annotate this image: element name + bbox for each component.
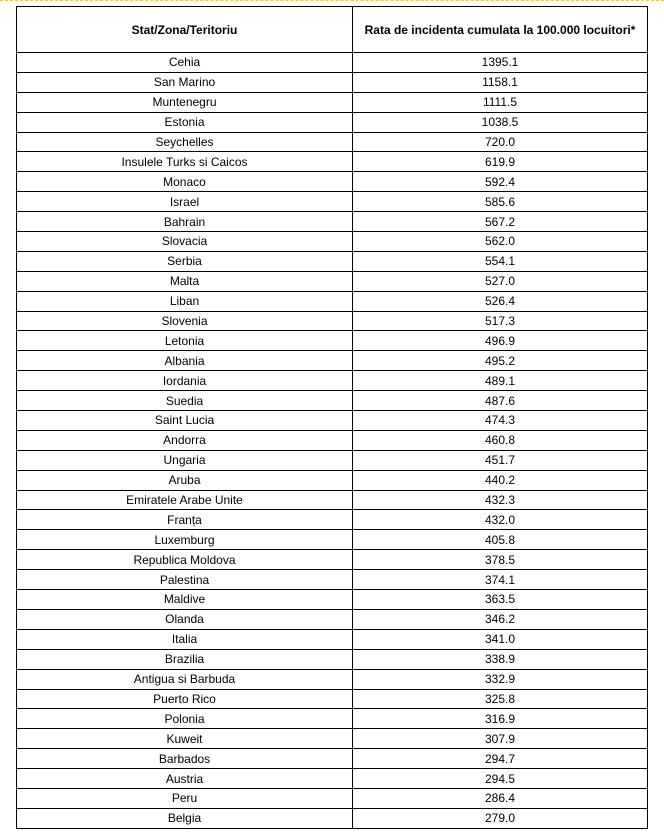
page-top-border bbox=[0, 0, 664, 2]
cell-incidence-rate: 619.9 bbox=[353, 152, 648, 172]
cell-country: Antigua si Barbuda bbox=[17, 669, 353, 689]
cell-country: Monaco bbox=[17, 172, 353, 192]
cell-incidence-rate: 1111.5 bbox=[353, 92, 648, 112]
cell-country: San Marino bbox=[17, 72, 353, 92]
cell-incidence-rate: 440.2 bbox=[353, 470, 648, 490]
table-row bbox=[17, 709, 648, 729]
cell-country: Belgia bbox=[17, 808, 353, 828]
cell-incidence-rate: 374.1 bbox=[353, 570, 648, 590]
cell-incidence-rate: 432.3 bbox=[353, 490, 648, 510]
table-row bbox=[17, 251, 648, 271]
table-row bbox=[17, 550, 648, 570]
header-incidence-rate: Rata de incidenta cumulata la 100.000 locuitori* bbox=[353, 7, 648, 53]
cell-country: Saint Lucia bbox=[17, 411, 353, 431]
table-row bbox=[17, 769, 648, 789]
cell-incidence-rate: 496.9 bbox=[353, 331, 648, 351]
cell-country: Israel bbox=[17, 192, 353, 212]
cell-incidence-rate: 341.0 bbox=[353, 629, 648, 649]
cell-country: Andorra bbox=[17, 430, 353, 450]
cell-incidence-rate: 489.1 bbox=[353, 371, 648, 391]
incidence-table bbox=[16, 6, 648, 829]
cell-country: Peru bbox=[17, 788, 353, 808]
cell-country: Bahrain bbox=[17, 212, 353, 232]
cell-country: Barbados bbox=[17, 749, 353, 769]
table-row bbox=[17, 629, 648, 649]
cell-country: Austria bbox=[17, 769, 353, 789]
cell-incidence-rate: 325.8 bbox=[353, 689, 648, 709]
cell-incidence-rate: 517.3 bbox=[353, 311, 648, 331]
cell-country: Insulele Turks si Caicos bbox=[17, 152, 353, 172]
cell-incidence-rate: 405.8 bbox=[353, 530, 648, 550]
table-row bbox=[17, 291, 648, 311]
header-country: Stat/Zona/Teritoriu bbox=[17, 7, 353, 53]
table-row bbox=[17, 649, 648, 669]
table-row bbox=[17, 430, 648, 450]
table-row bbox=[17, 530, 648, 550]
table-row bbox=[17, 590, 648, 610]
table-row bbox=[17, 749, 648, 769]
cell-country: Maldive bbox=[17, 590, 353, 610]
table-row bbox=[17, 450, 648, 470]
table-row bbox=[17, 729, 648, 749]
cell-incidence-rate: 286.4 bbox=[353, 788, 648, 808]
table-row bbox=[17, 609, 648, 629]
cell-incidence-rate: 332.9 bbox=[353, 669, 648, 689]
cell-incidence-rate: 316.9 bbox=[353, 709, 648, 729]
table-row bbox=[17, 271, 648, 291]
cell-incidence-rate: 554.1 bbox=[353, 251, 648, 271]
table-row bbox=[17, 72, 648, 92]
cell-country: Polonia bbox=[17, 709, 353, 729]
cell-country: Puerto Rico bbox=[17, 689, 353, 709]
table-row bbox=[17, 351, 648, 371]
cell-incidence-rate: 346.2 bbox=[353, 609, 648, 629]
table-row bbox=[17, 470, 648, 490]
cell-country: Seychelles bbox=[17, 132, 353, 152]
cell-country: Suedia bbox=[17, 391, 353, 411]
table-row bbox=[17, 331, 648, 351]
cell-incidence-rate: 378.5 bbox=[353, 550, 648, 570]
table-row bbox=[17, 490, 648, 510]
table-row bbox=[17, 411, 648, 431]
cell-incidence-rate: 585.6 bbox=[353, 192, 648, 212]
cell-incidence-rate: 451.7 bbox=[353, 450, 648, 470]
cell-incidence-rate: 460.8 bbox=[353, 430, 648, 450]
cell-incidence-rate: 487.6 bbox=[353, 391, 648, 411]
cell-incidence-rate: 363.5 bbox=[353, 590, 648, 610]
cell-country: Luxemburg bbox=[17, 530, 353, 550]
table-row bbox=[17, 570, 648, 590]
cell-country: Ungaria bbox=[17, 450, 353, 470]
cell-incidence-rate: 720.0 bbox=[353, 132, 648, 152]
cell-incidence-rate: 567.2 bbox=[353, 212, 648, 232]
table-header-row bbox=[17, 7, 648, 53]
cell-incidence-rate: 526.4 bbox=[353, 291, 648, 311]
cell-incidence-rate: 1158.1 bbox=[353, 72, 648, 92]
table-row bbox=[17, 689, 648, 709]
table-row bbox=[17, 192, 648, 212]
cell-country: Brazilia bbox=[17, 649, 353, 669]
cell-incidence-rate: 432.0 bbox=[353, 510, 648, 530]
cell-country: Olanda bbox=[17, 609, 353, 629]
cell-country: Slovenia bbox=[17, 311, 353, 331]
table-row bbox=[17, 788, 648, 808]
cell-country: Estonia bbox=[17, 112, 353, 132]
cell-country: Emiratele Arabe Unite bbox=[17, 490, 353, 510]
cell-incidence-rate: 495.2 bbox=[353, 351, 648, 371]
cell-country: Italia bbox=[17, 629, 353, 649]
table-row bbox=[17, 371, 648, 391]
cell-country: Republica Moldova bbox=[17, 550, 353, 570]
cell-country: Slovacia bbox=[17, 232, 353, 252]
cell-incidence-rate: 562.0 bbox=[353, 232, 648, 252]
table-row bbox=[17, 132, 648, 152]
cell-incidence-rate: 1395.1 bbox=[353, 53, 648, 73]
table-row bbox=[17, 172, 648, 192]
cell-country: Malta bbox=[17, 271, 353, 291]
cell-country: Serbia bbox=[17, 251, 353, 271]
cell-country: Liban bbox=[17, 291, 353, 311]
cell-country: Palestina bbox=[17, 570, 353, 590]
cell-country: Albania bbox=[17, 351, 353, 371]
table-row bbox=[17, 53, 648, 73]
cell-incidence-rate: 294.7 bbox=[353, 749, 648, 769]
table-row bbox=[17, 92, 648, 112]
cell-country: Muntenegru bbox=[17, 92, 353, 112]
table-row bbox=[17, 391, 648, 411]
cell-incidence-rate: 294.5 bbox=[353, 769, 648, 789]
table-body bbox=[17, 53, 648, 829]
cell-country: Aruba bbox=[17, 470, 353, 490]
cell-incidence-rate: 338.9 bbox=[353, 649, 648, 669]
cell-incidence-rate: 279.0 bbox=[353, 808, 648, 828]
cell-country: Kuweit bbox=[17, 729, 353, 749]
cell-incidence-rate: 592.4 bbox=[353, 172, 648, 192]
table-row bbox=[17, 808, 648, 828]
table-row bbox=[17, 212, 648, 232]
table-row bbox=[17, 510, 648, 530]
table-row bbox=[17, 112, 648, 132]
cell-incidence-rate: 1038.5 bbox=[353, 112, 648, 132]
cell-country: Letonia bbox=[17, 331, 353, 351]
cell-country: Franța bbox=[17, 510, 353, 530]
cell-country: Cehia bbox=[17, 53, 353, 73]
table-row bbox=[17, 669, 648, 689]
table-row bbox=[17, 232, 648, 252]
table-row bbox=[17, 152, 648, 172]
table-row bbox=[17, 311, 648, 331]
cell-incidence-rate: 307.9 bbox=[353, 729, 648, 749]
cell-incidence-rate: 527.0 bbox=[353, 271, 648, 291]
cell-incidence-rate: 474.3 bbox=[353, 411, 648, 431]
cell-country: Iordania bbox=[17, 371, 353, 391]
